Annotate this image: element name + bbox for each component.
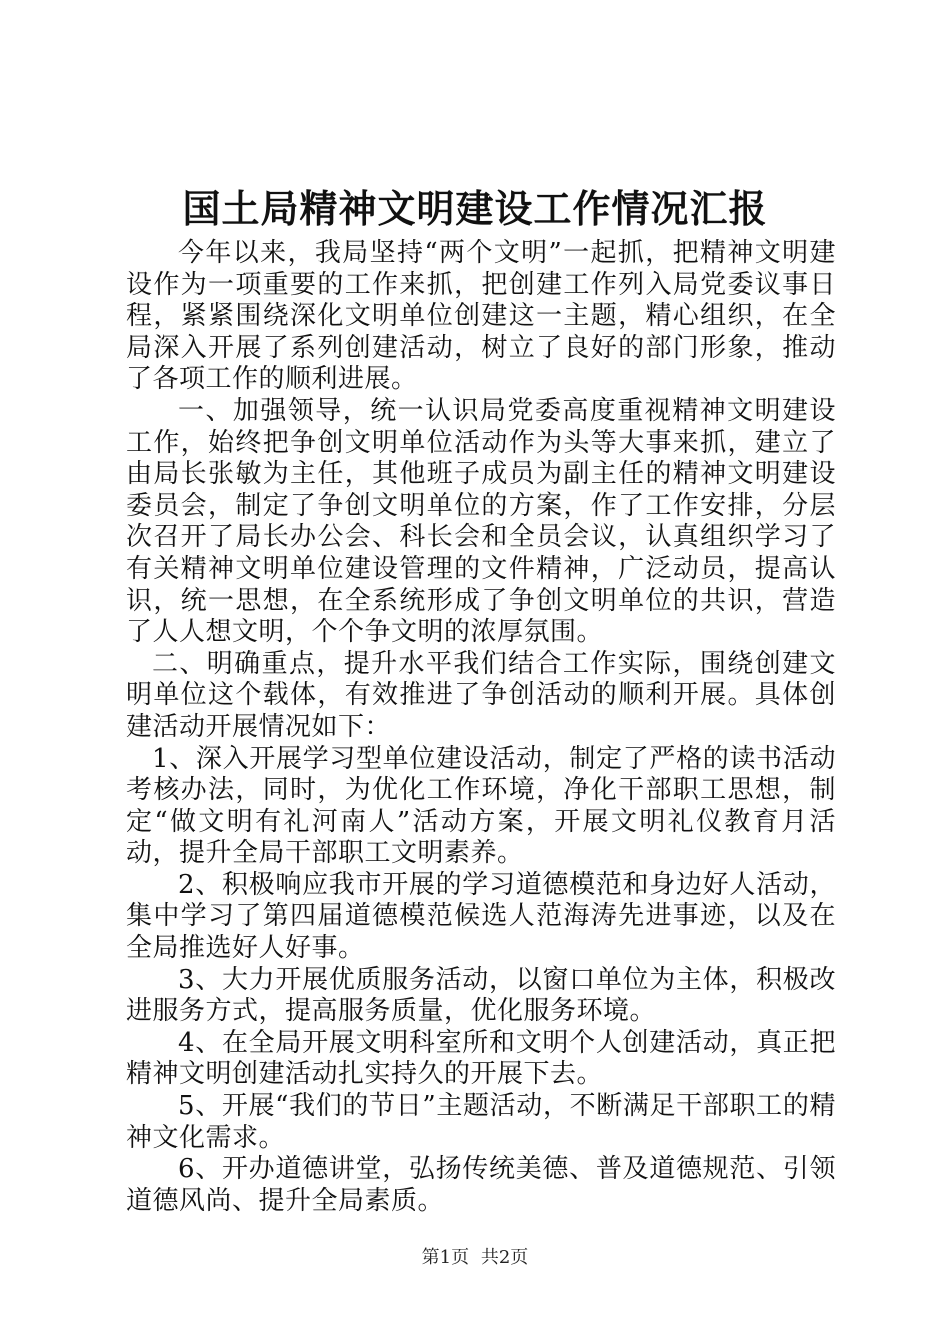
paragraph-section-1: 一、加强领导，统一认识局党委高度重视精神文明建设工作，始终把争创文明单位活动作为头等大事来抓，建立了由局长张敏为主任，其他班子成员为副主任的精神文明建设委员会，制定了争创文明单位的方案，作了工作安排，分层次召开了局长办公会、科长会和全员会议，认真组织学习了有关精神文明单位建设管理的文件精神，广泛动员，提高认识，统一思想，在全系统形成了争创文明单位的共识，营造了人人想文明，个个争文明的浓厚氛围。 xyxy=(126,395,836,648)
paragraph-item-3: 3、大力开展优质服务活动，以窗口单位为主体，积极改进服务方式，提高服务质量，优化服务环境。 xyxy=(126,964,836,1027)
paragraph-intro: 今年以来，我局坚持“两个文明”一起抓，把精神文明建设作为一项重要的工作来抓，把创建工作列入局党委议事日程，紧紧围绕深化文明单位创建这一主题，精心组织，在全局深入开展了系列创建活动，树立了良好的部门形象，推动了各项工作的顺利进展。 xyxy=(126,238,836,395)
document-title: 国土局精神文明建设工作情况汇报 xyxy=(182,187,768,231)
paragraph-item-1: 1、深入开展学习型单位建设活动，制定了严格的读书活动考核办法，同时，为优化工作环境，净化干部职工思想，制定“做文明有礼河南人”活动方案，开展文明礼仪教育月活动，提升全局干部职工文明素养。 xyxy=(126,743,836,869)
paragraph-item-6: 6、开办道德讲堂，弘扬传统美德、普及道德规范、引领道德风尚、提升全局素质。 xyxy=(126,1154,836,1216)
page-footer xyxy=(0,1246,950,1270)
paragraph-section-2: 二、明确重点，提升水平我们结合工作实际，围绕创建文明单位这个载体，有效推进了争创活动的顺利开展。具体创建活动开展情况如下： xyxy=(126,648,836,742)
paragraph-item-4: 4、在全局开展文明科室所和文明个人创建活动，真正把精神文明创建活动扎实持久的开展下去。 xyxy=(126,1027,836,1090)
document-body xyxy=(126,238,836,1217)
page-number-total: 共2页 xyxy=(480,1247,529,1268)
paragraph-item-2: 2、积极响应我市开展的学习道德模范和身边好人活动，集中学习了第四届道德模范候选人范海涛先进事迹，以及在全局推选好人好事。 xyxy=(126,869,836,964)
paragraph-item-5: 5、开展“我们的节日”主题活动，不断满足干部职工的精神文化需求。 xyxy=(126,1091,836,1153)
page-number-current: 第1页 xyxy=(421,1247,470,1268)
